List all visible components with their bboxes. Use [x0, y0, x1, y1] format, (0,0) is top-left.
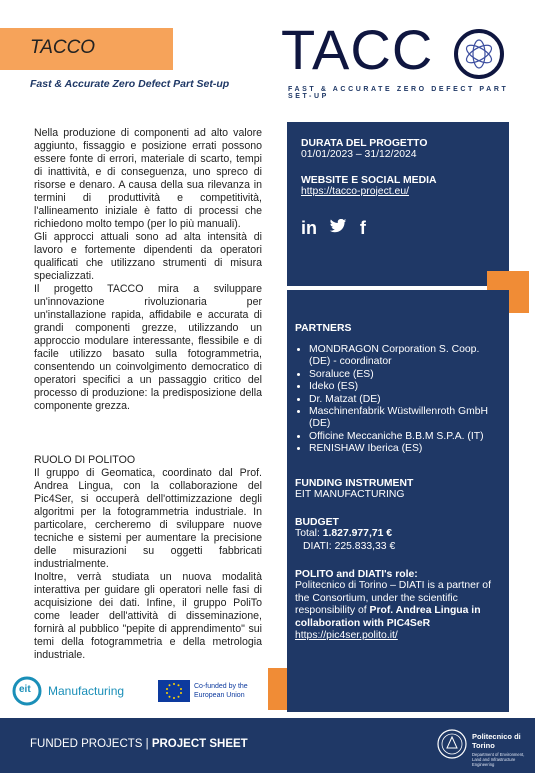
social-icons — [301, 218, 497, 239]
polito-heading: RUOLO DI POLITOO — [34, 454, 136, 466]
eit-manufacturing-logo — [12, 676, 132, 704]
website-label: WEBSITE E SOCIAL MEDIA — [301, 174, 437, 186]
footer-title: FUNDED PROJECTS | PROJECT SHEET — [30, 738, 248, 750]
pic4ser-link[interactable]: https://pic4ser.polito.it/ — [295, 630, 398, 642]
list-item: • Maschinenfabrik Wüstwillenroth GmbH (DE) — [309, 406, 499, 431]
funding-label: FUNDING INSTRUMENT — [295, 477, 414, 489]
intro-text — [34, 127, 262, 413]
duration-label: DURATA DEL PROGETTO — [301, 138, 428, 149]
list-item: • Dr. Matzat (DE) — [309, 394, 499, 406]
project-info-panel — [287, 122, 509, 286]
list-item: • Officine Meccaniche B.B.M S.P.A. (IT) — [309, 431, 499, 443]
budget-diati: DIATI: 225.833,33 € — [303, 540, 396, 552]
role-label: POLITO and DIATI's role: — [295, 569, 418, 581]
duration-value: 01/01/2023 – 31/12/2024 — [301, 149, 417, 160]
page-subtitle: Fast & Accurate Zero Defect Part Set-up — [30, 78, 230, 90]
intro-paragraph-1: Nella produzione di componenti ad alto valore aggiunto, fissaggio e posizione errati possono essere fonte di errori, materiale di scarto, tempi di inattività, e di conseguenza, uno spreco di risorse e denaro. A causa della sua rilevanza in termini di produttività e competitività, l'allineamento iniziale è fatto di processi che richiedono molto tempo (per lo più manuali). — [34, 127, 262, 230]
politecnico-department: Department of Environment, Land and Infrastructure Engineering — [472, 752, 525, 767]
eit-prefix: eit — [19, 684, 31, 695]
tacco-logo-word: TACC — [281, 18, 434, 81]
list-item: • MONDRAGON Corporation S. Coop. (DE) - coordinator — [309, 344, 499, 369]
list-item: • Soraluce (ES) — [309, 369, 499, 381]
website-link[interactable]: https://tacco-project.eu/ — [301, 185, 410, 197]
intro-paragraph-2: Gli approcci attuali sono ad alta intensità di lavoro e fortemente dipendenti da operatori qualificati che utilizzano strumenti di misura specializzati. — [34, 231, 262, 282]
polito-section — [34, 454, 262, 662]
partners-panel — [287, 290, 509, 712]
facebook-icon[interactable]: f — [359, 218, 366, 238]
intro-paragraph-3: Il progetto TACCO mira a sviluppare un'innovazione rivoluzionaria per un'installazione rapida, affidabile e accurata di grandi componenti grezze, utilizzando un approccio modulare interessante, flessibile e di facile utilizzo basato sulla fotogrammetria, consentendo un coinvolgimento democratico di operatori specifici a un passaggio critico del processo di produzione: la predisposizione della componente grezza. — [34, 283, 262, 412]
partners-heading: PARTNERS — [295, 323, 352, 334]
role-text: Politecnico di Torino – DIATI is a partner of the Consortium, under the scientific responsibility of Prof. Andrea Lingua in collaboration with PIC4SeR — [295, 580, 491, 629]
eu-cofunded-logo — [158, 680, 258, 704]
budget-total: Total: 1.827.977,71 € — [295, 528, 393, 540]
linkedin-icon[interactable]: in — [301, 218, 317, 238]
eit-word: Manufacturing — [48, 684, 125, 698]
page-title: TACCO — [30, 37, 96, 58]
tacco-logo-icon — [453, 28, 505, 80]
eu-flag-icon — [158, 680, 190, 702]
twitter-icon[interactable] — [329, 218, 347, 239]
politecnico-seal-icon — [436, 728, 468, 760]
partners-list — [295, 344, 499, 456]
list-item: • RENISHAW Iberica (ES) — [309, 443, 499, 455]
tacco-logo-tagline: FAST & ACCURATE ZERO DEFECT PART SET-UP — [288, 86, 509, 100]
politecnico-name: Politecnico di Torino — [472, 732, 521, 750]
budget-label: BUDGET — [295, 517, 339, 529]
polito-paragraph-2: Inoltre, verrà studiata un nuova modalità interattiva per guidare gli operatori nelle fasi di acquisizione dei dati. Infine, il gruppo PoliTo come leader dell'attività di disseminazione, fornirà al pubblico "pepite di apprendimento" sui temi della fotogrammetria e della metrologia industriale. — [34, 571, 262, 661]
eu-text: Co-funded by the European Union — [194, 683, 248, 699]
funding-value: EIT MANUFACTURING — [295, 488, 405, 500]
polito-paragraph-1: Il gruppo di Geomatica, coordinato dal Prof. Andrea Lingua, con la collaborazione del Pic4Ser, si occuperà dell'ottimizzazione degli algoritmi per la fotogrammetria industriale. In particolare, cercheremo di sviluppare nuove tecniche e sistemi per aumentare la precisione delle misurazioni su oggetti fabbricati industrialmente. — [34, 467, 262, 570]
list-item: • Ideko (ES) — [309, 381, 499, 393]
